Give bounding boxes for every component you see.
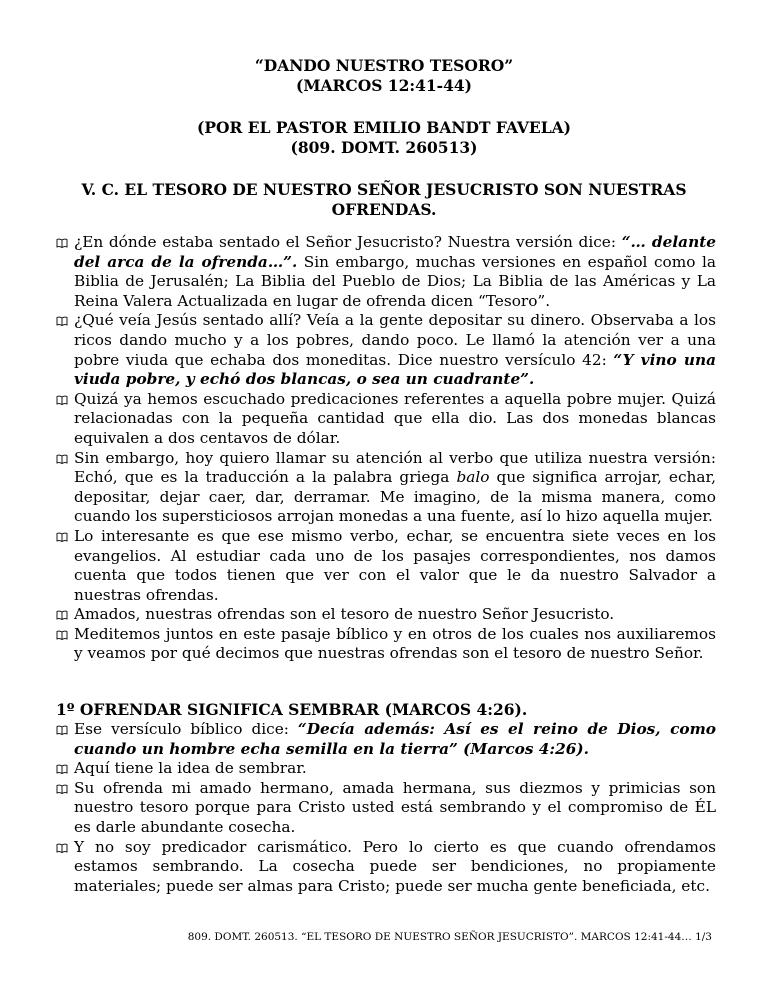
list-item: Su ofrenda mi amado hermano, amada hermana, sus diezmos y primicias son nuestro tesoro porque para Cristo usted está sembrando y el compromiso de ÉL es darle abundante cosecha. (56, 779, 716, 838)
list-item: Lo interesante es que ese mismo verbo, echar, se encuentra siete veces en los evangelios. Al estudiar cada uno de los pasajes correspondientes, nos damos cuenta que todos tienen que ver con el valor que le da nuestro Salvador a nuestras ofrendas. (56, 527, 716, 605)
intro-bullet-list (56, 233, 716, 664)
open-book-icon (56, 609, 68, 621)
list-item: Y no soy predicador carismático. Pero lo cierto es que cuando ofrendamos estamos sembrando. La cosecha puede ser bendiciones, no propiamente materiales; puede ser almas para Cristo; puede ser mucha gente beneficiada, etc. (56, 838, 716, 897)
quote: “… delante del arca de la ofrenda…”. (74, 233, 716, 271)
section-heading: 1º OFRENDAR SIGNIFICA SEMBRAR (MARCOS 4:26). (56, 700, 528, 719)
list-item: ¿Qué veía Jesús sentado allí? Veía a la gente depositar su dinero. Observaba a los ricos dando mucho y a los pobres, dando poco. Le llamó la atención ver a una pobre viuda que echaba dos moneditas. Dice nuestro versículo 42: “Y vino una viuda pobre, y echó dos blancas, o sea un cuadrante”. (56, 311, 716, 389)
list-item: ¿En dónde estaba sentado el Señor Jesucristo? Nuestra versión dice: “… delante del arca de la ofrenda…”. Sin embargo, muchas versiones en español como la Biblia de Jerusalén; La Biblia del Pueblo de Dios; La Biblia de las Américas y La Reina Valera Actualizada en lugar de ofrenda dicen “Tesoro”. (56, 233, 716, 311)
greek-word: balo (456, 468, 490, 487)
open-book-icon (56, 763, 68, 775)
list-item: Meditemos juntos en este pasaje bíblico y en otros de los cuales nos auxiliaremos y veamos por qué decimos que nuestras ofrendas son el tesoro de nuestro Señor. (56, 625, 716, 664)
sermon-reference: (MARCOS 12:41-44) (295, 76, 473, 95)
open-book-icon (56, 531, 68, 543)
list-item: Ese versículo bíblico dice: “Decía además: Así es el reino de Dios, como cuando un hombre echa semilla en la tierra” (Marcos 4:26). (56, 720, 716, 759)
section1-bullet-list (56, 720, 716, 896)
open-book-icon (56, 315, 68, 327)
list-item: Aquí tiene la idea de sembrar. (56, 759, 716, 779)
main-point-line2: OFRENDAS. (331, 200, 437, 219)
sermon-title: “DANDO NUESTRO TESORO” (254, 56, 514, 75)
main-point-line1: V. C. EL TESORO DE NUESTRO SEÑOR JESUCRISTO SON NUESTRAS (81, 180, 687, 199)
open-book-icon (56, 629, 68, 641)
open-book-icon (56, 453, 68, 465)
list-item: Quizá ya hemos escuchado predicaciones referentes a aquella pobre mujer. Quizá relacionadas con la pequeña cantidad que ella dio. Las dos monedas blancas equivalen a dos centavos de dólar. (56, 390, 716, 449)
open-book-icon (56, 237, 68, 249)
list-item: Amados, nuestras ofrendas son el tesoro de nuestro Señor Jesucristo. (56, 605, 716, 625)
sermon-author: (POR EL PASTOR EMILIO BANDT FAVELA) (197, 118, 571, 137)
open-book-icon (56, 783, 68, 795)
open-book-icon (56, 394, 68, 406)
page-footer: 809. DOMT. 260513. “EL TESORO DE NUESTRO SEÑOR JESUCRISTO”. MARCOS 12:41-44… 1/3 (187, 931, 712, 943)
quote: “Decía además: Así es el reino de Dios, como cuando un hombre echa semilla en la tierra” (Marcos 4:26). (74, 720, 716, 758)
sermon-code: (809. DOMT. 260513) (290, 138, 478, 157)
quote: “Y vino una viuda pobre, y echó dos blancas, o sea un cuadrante”. (74, 350, 716, 389)
open-book-icon (56, 842, 68, 854)
list-item: Sin embargo, hoy quiero llamar su atención al verbo que utiliza nuestra versión: Echó, que es la traducción a la palabra griega balo que significa arrojar, echar, depositar, dejar caer, dar, derramar. Me imagino, de la misma manera, como cuando los supersticiosos arrojan monedas a una fuente, así lo hizo aquella mujer. (56, 449, 716, 527)
open-book-icon (56, 724, 68, 736)
